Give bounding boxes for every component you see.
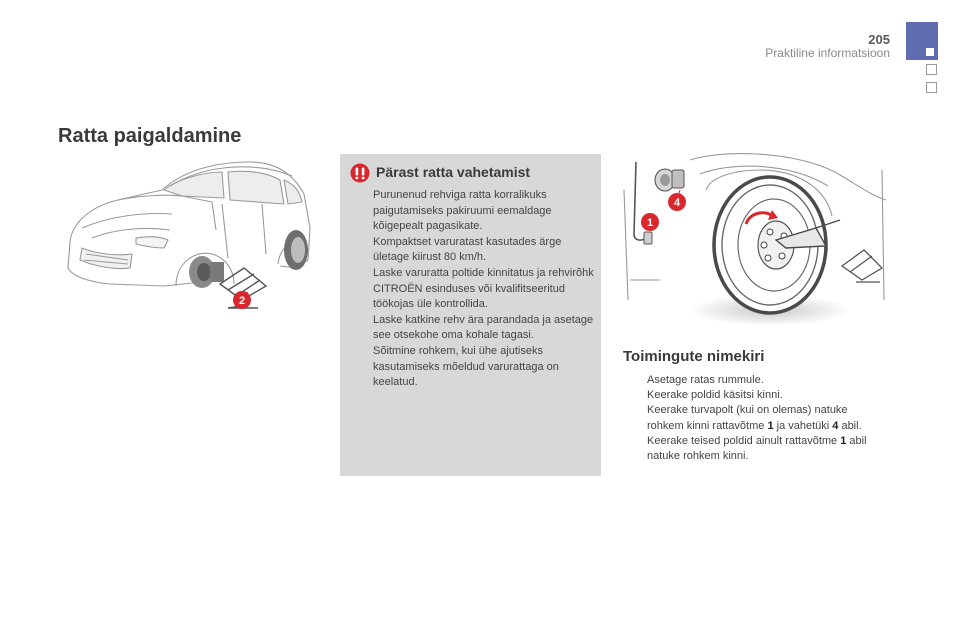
chapter-tab-marker bbox=[906, 22, 938, 60]
checklist bbox=[623, 373, 885, 464]
chapter-marker-empty bbox=[926, 64, 937, 75]
list-item bbox=[623, 403, 885, 433]
warning-paragraph: Kompaktset varuratast kasutades ärge ületage kiirust 80 km/h. bbox=[373, 235, 562, 264]
car-with-jack-illustration bbox=[52, 150, 322, 320]
chapter-marker-empty bbox=[926, 82, 937, 93]
car-jack bbox=[842, 250, 882, 282]
wheel-brace-tool bbox=[634, 162, 652, 244]
section-name: Praktiline informatsioon bbox=[765, 46, 890, 60]
list-item bbox=[623, 373, 885, 388]
checklist-title: Toimingute nimekiri bbox=[623, 348, 765, 365]
warning-title: Pärast ratta vahetamist bbox=[376, 164, 531, 180]
page-number: 205 bbox=[868, 32, 890, 47]
warning-paragraph: Laske katkine rehv ära parandada ja asetage see otsekohe oma kohale tagasi. bbox=[373, 313, 594, 342]
list-item-text: abil. bbox=[838, 419, 862, 432]
list-item-text: ja vahetüki bbox=[773, 419, 833, 432]
exclamation-warning-icon bbox=[350, 163, 370, 183]
rear-wheel bbox=[284, 230, 308, 270]
list-item-text: Keerake poldid käsitsi kinni. bbox=[647, 389, 783, 402]
list-item bbox=[623, 434, 885, 464]
list-item-text: Asetage ratas rummule. bbox=[647, 374, 764, 386]
callout-1 bbox=[641, 213, 659, 231]
list-item-text: abil natuke rohkem kinni. bbox=[647, 434, 867, 463]
reference-number: 1 bbox=[840, 434, 847, 447]
reference-number: 1 bbox=[767, 419, 774, 432]
callout-label: 2 bbox=[238, 295, 246, 307]
front-hub bbox=[189, 256, 224, 288]
locking-bolt-adaptor bbox=[655, 169, 684, 191]
callout-label: 1 bbox=[646, 217, 654, 229]
warning-text bbox=[373, 188, 595, 391]
list-item bbox=[623, 388, 885, 403]
wheel-mounting-illustration bbox=[620, 150, 890, 330]
warning-paragraph: Sõitmine rohkem, kui ühe ajutiseks kasutamiseks mõeldud varurattaga on keelatud. bbox=[373, 344, 559, 389]
reference-number: 4 bbox=[832, 419, 839, 432]
list-item-text: Keerake teised poldid ainult rattavõtme bbox=[647, 434, 841, 447]
callout-label: 4 bbox=[673, 197, 681, 209]
warning-box bbox=[340, 154, 601, 476]
callout-4 bbox=[668, 190, 686, 211]
page-title: Ratta paigaldamine bbox=[58, 125, 242, 147]
warning-paragraph: Purunenud rehviga ratta korralikuks paigutamiseks pakiruumi eemaldage kõigepealt pagasikate. bbox=[373, 189, 552, 233]
warning-paragraph: Laske varuratta poltide kinnitatus ja rehvirõhk CITROËN esinduses või kvalifitseeritud töökojas üle kontrollida. bbox=[373, 266, 594, 311]
list-item-text: Keerake turvapolt (kui on olemas) natuke rohkem kinni rattavõtme bbox=[647, 404, 848, 432]
callout-2 bbox=[233, 291, 251, 309]
